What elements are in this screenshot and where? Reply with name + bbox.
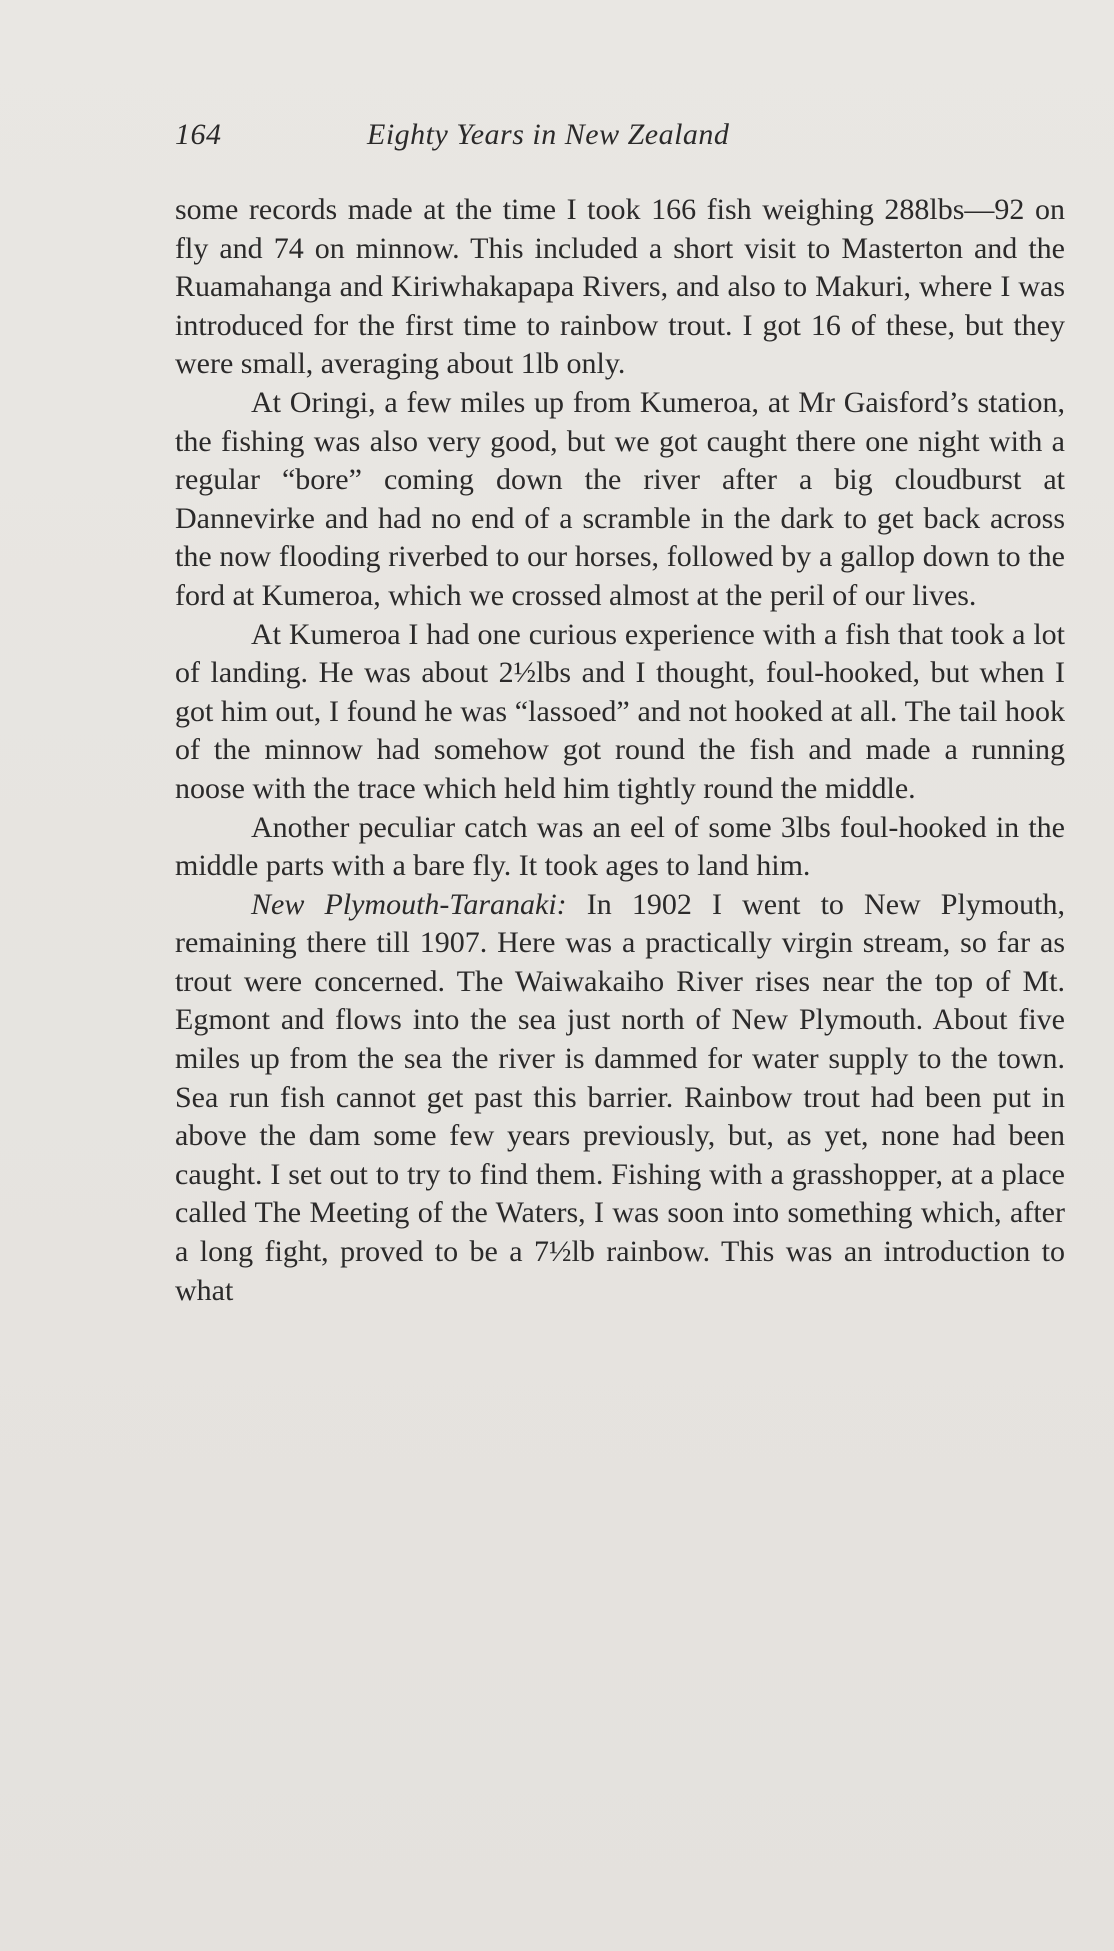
paragraph-text: Another peculiar catch was an eel of some 3lbs foul-hooked in the middle parts with a bare fly. It took ages to land him.	[175, 810, 1065, 883]
page-header	[175, 118, 1075, 168]
paragraph-text: In 1902 I went to New Plymouth, remaining there till 1907. Here was a practically virgin stream, so far as trout were concerned. The Waiwakaiho River rises near the top of Mt. Egmont and flows into the sea just north of New Plymouth. About five miles up from the sea the river is dammed for water supply to the town. Sea run fish cannot get past this barrier. Rainbow trout had been put in above the dam some few years previously, but, as yet, none had been caught. I set out to try to find them. Fishing with a grasshopper, at a place called The Meeting of the Waters, I was soon into something which, after a long fight, proved to be a 7½lb rainbow. This was an introduction to what	[175, 887, 1065, 1307]
paragraph	[175, 616, 1065, 809]
paragraph-text: some records made at the time I took 166 fish weighing 288lbs—92 on fly and 74 on minnow. This included a short visit to Masterton and the Ruamahanga and Kiriwhakapapa Rivers, and also to Makuri, where I was introduced for the first time to rainbow trout. I got 16 of these, but they were small, averaging about 1lb only.	[175, 193, 1065, 381]
running-title: Eighty Years in New Zealand	[367, 118, 730, 151]
paragraph	[175, 886, 1065, 1311]
paragraph	[175, 384, 1065, 616]
paragraph	[175, 191, 1065, 384]
page-number: 164	[175, 118, 222, 151]
paragraph-text: At Oringi, a few miles up from Kumeroa, at Mr Gaisford’s station, the fishing was also very good, but we got caught there one night with a regular “bore” coming down the river after a big cloudburst at Dannevirke and had no end of a scramble in the dark to get back across the now flooding riverbed to our horses, followed by a gallop down to the ford at Kumeroa, which we crossed almost at the peril of our lives.	[175, 385, 1065, 612]
paragraph	[175, 809, 1065, 886]
paragraph-text: At Kumeroa I had one curious experience with a fish that took a lot of landing. He was about 2½lbs and I thought, foul-hooked, but when I got him out, I found he was “lassoed” and not hooked at all. The tail hook of the minnow had somehow got round the fish and made a running noose with the trace which held him tightly round the middle.	[175, 617, 1065, 805]
body-text	[175, 191, 1065, 1310]
section-run-in-heading: New Plymouth-Taranaki:	[251, 887, 567, 921]
